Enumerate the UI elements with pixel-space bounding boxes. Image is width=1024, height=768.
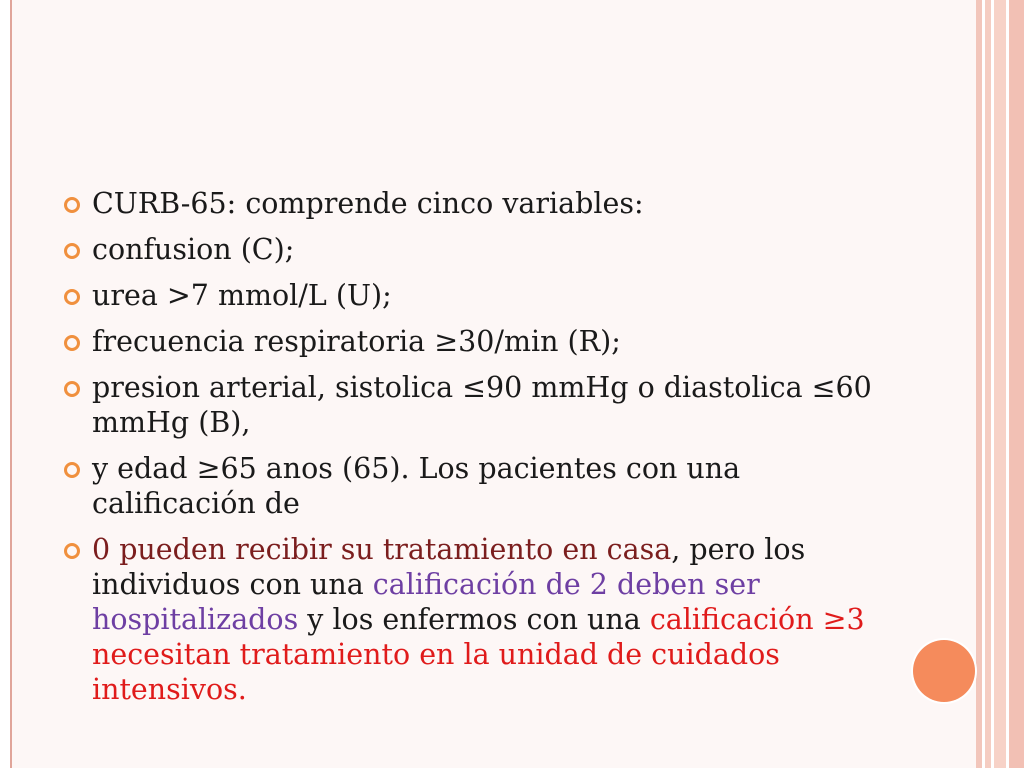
ring-bullet-icon bbox=[64, 462, 80, 478]
bullet-text: presion arterial, sistolica ≤90 mmHg o diastolica ≤60 mmHg (B), bbox=[92, 371, 872, 439]
ring-bullet-icon bbox=[64, 543, 80, 559]
bullet-item bbox=[62, 186, 882, 221]
ring-bullet-icon bbox=[64, 381, 80, 397]
bullet-item bbox=[62, 370, 882, 440]
bullet-item bbox=[62, 532, 882, 707]
ring-bullet-icon bbox=[64, 335, 80, 351]
home-treatment-text: 0 pueden recibir su tratamiento en casa bbox=[92, 533, 672, 566]
bullet-item bbox=[62, 232, 882, 267]
bullet-text: y los enfermos con una bbox=[298, 603, 650, 636]
icu-text: calificación ≥3 necesitan tratamiento en la unidad de cuidados intensivos. bbox=[92, 603, 865, 706]
bullet-text: , pero los individuos con una bbox=[92, 533, 806, 601]
bullet-text: y edad ≥65 anos (65). Los pacientes con una calificación de bbox=[92, 452, 741, 520]
hospitalization-text: calificación de 2 deben ser hospitalizados bbox=[92, 568, 760, 636]
decorative-stripe bbox=[994, 0, 1006, 768]
bullet-text: confusion (C); bbox=[92, 233, 295, 266]
bullet-text: CURB-65: comprende cinco variables: bbox=[92, 187, 644, 220]
ring-bullet-icon bbox=[64, 197, 80, 213]
bullet-list bbox=[62, 186, 882, 718]
bullet-item bbox=[62, 324, 882, 359]
ring-bullet-icon bbox=[64, 243, 80, 259]
decorative-stripe bbox=[1009, 0, 1024, 768]
decorative-circle bbox=[913, 640, 975, 702]
bullet-item bbox=[62, 278, 882, 313]
bullet-text: frecuencia respiratoria ≥30/min (R); bbox=[92, 325, 621, 358]
bullet-item bbox=[62, 451, 882, 521]
bullet-text: urea >7 mmol/L (U); bbox=[92, 279, 392, 312]
ring-bullet-icon bbox=[64, 289, 80, 305]
